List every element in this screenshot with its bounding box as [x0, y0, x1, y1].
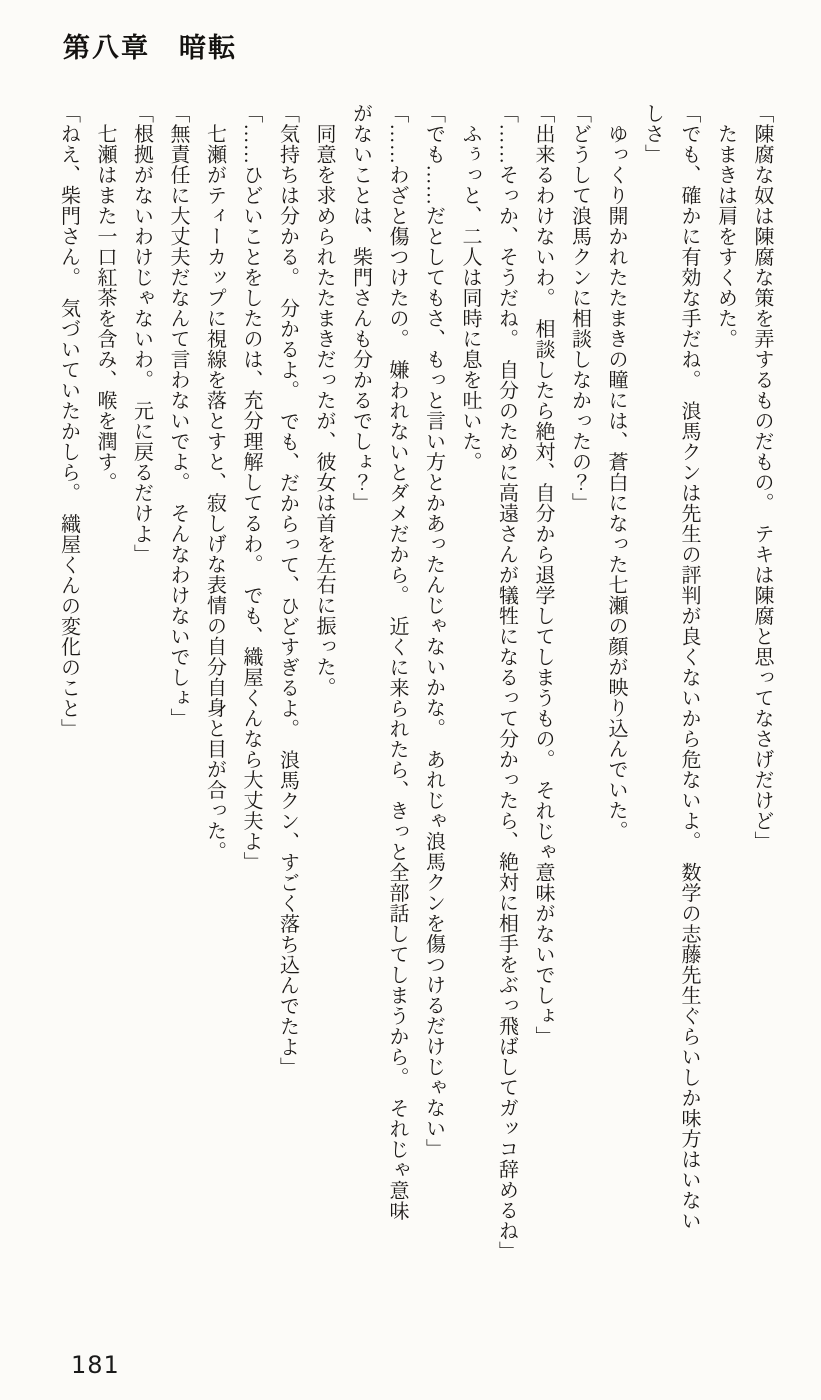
text-column-11: 「……わざと傷つけたの。 嫌われないとダメだから。 近くに来られたら、きっと全部話してしまうから。 それじゃ意味: [386, 103, 408, 1221]
text-column-18: 「根拠がないわけじゃないわ。 元に戻るだけよ」: [130, 103, 153, 565]
text-column-15: 「……ひどいことをしたのは、充分理解してるわ。 でも、織屋くんなら大丈夫よ」: [240, 103, 262, 872]
text-column-16: 七瀬がティーカップに視線を落とすと、寂しげな表情の自分自身と目が合った。: [203, 103, 226, 862]
text-column-7: 「出来るわけないわ。 相談したら絶対、自分から退学してしまうもの。 それじゃ意味がないでしょ」: [532, 103, 554, 1047]
text-column-4: しさ」: [641, 103, 664, 165]
text-column-3: 「でも、確かに有効な手だね。 浪馬クンは先生の評判が良くないから危ないよ。 数学の志藤先生ぐらいしか味方はいない: [678, 103, 700, 1231]
text-column-19: 七瀬はまた一口紅茶を含み、喉を潤す。: [94, 103, 116, 493]
text-column-2: たまきは肩をすくめた。: [714, 103, 737, 349]
text-column-17: 「無責任に大丈夫だなんて言わないでよ。 そんなわけないでしょ」: [167, 103, 189, 729]
text-column-6: 「どうして浪馬クンに相談しなかったの？」: [568, 103, 591, 513]
text-column-14: 「気持ちは分かる。 分かるよ。 でも、だからって、ひどすぎるよ。 浪馬クン、すごく落ち込んでたよ」: [276, 103, 299, 1078]
text-column-10: 「でも……だとしてもさ、もっと言い方とかあったんじゃないかな。 あれじゃ浪馬クンを傷つけるだけじゃない」: [422, 103, 445, 1159]
text-column-1: 「陳腐な奴は陳腐な策を弄するものだもの。 テキは陳腐と思ってなさげだけど」: [751, 103, 773, 852]
text-column-12: がないことは、柴門さんも分かるでしょ？」: [349, 103, 372, 513]
text-column-20: 「ねえ、柴門さん。 気づいていたかしら。 織屋くんの変化のこと」: [57, 103, 80, 739]
text-column-8: 「……そっか、そうだね。 自分のために高遠さんが犠牲になるって分かったら、絶対に相手をぶっ飛ばしてガッコ辞めるね」: [495, 103, 518, 1262]
chapter-heading: 第八章 暗転: [63, 33, 237, 63]
text-column-9: ふぅっと、二人は同時に息を吐いた。: [459, 103, 481, 472]
text-column-5: ゆっくり開かれたたまきの瞳には、蒼白になった七瀬の顔が映り込んでいた。: [605, 103, 627, 841]
text-column-13: 同意を求められたたまきだったが、彼女は首を左右に振った。: [313, 103, 335, 698]
text-body: [50, 103, 780, 1353]
page-number: 181: [71, 1351, 120, 1379]
